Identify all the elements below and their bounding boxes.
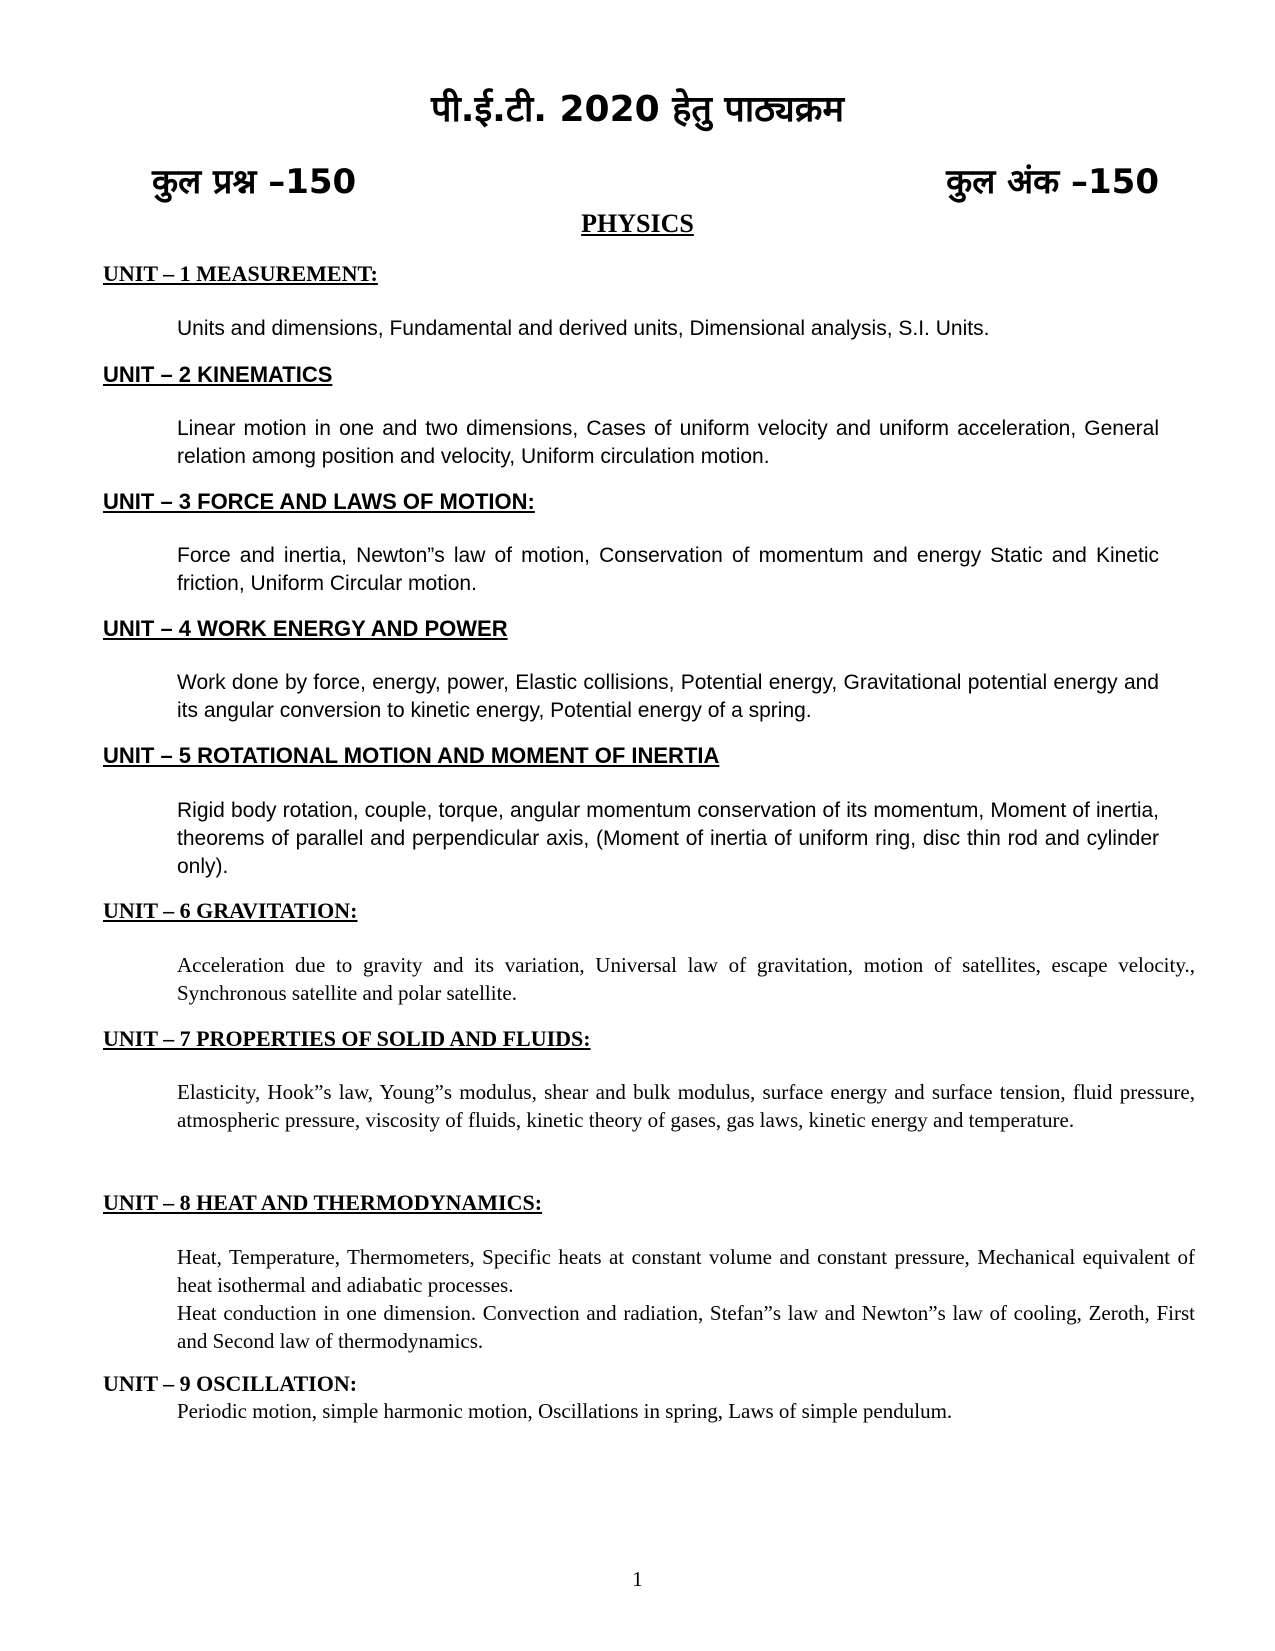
unit-9-body: [177, 1397, 1195, 1425]
page-number: 1: [632, 1567, 643, 1591]
unit-6-body: [177, 951, 1195, 1007]
unit-3-paragraph: Force and inertia, Newton”s law of motion, Conservation of momentum and energy Static and Kinetic friction, Uniform Circular motion.: [177, 544, 1159, 595]
unit-5-body: [177, 797, 1159, 881]
unit-8-body: [177, 1243, 1195, 1355]
unit-7-paragraph: Elasticity, Hook”s law, Young”s modulus, shear and bulk modulus, surface energy and surface tension, fluid pressure, atmospheric pressure, viscosity of fluids, kinetic theory of gases, gas laws, kinetic energy and temperature.: [177, 1080, 1195, 1132]
unit-8-paragraph-1: Heat, Temperature, Thermometers, Specific heats at constant volume and constant pressure, Mechanical equivalent of heat isothermal and adiabatic processes.: [177, 1245, 1195, 1297]
total-marks: कुल अंक –150: [946, 162, 1159, 202]
unit-2-heading: UNIT – 2 KINEMATICS: [103, 362, 333, 387]
unit-8-paragraph-2: Heat conduction in one dimension. Convection and radiation, Stefan”s law and Newton”s law of cooling, Zeroth, First and Second law of thermodynamics.: [177, 1301, 1195, 1353]
unit-4-heading: UNIT – 4 WORK ENERGY AND POWER: [103, 616, 508, 641]
unit-4-body: [177, 669, 1159, 725]
unit-4-paragraph: Work done by force, energy, power, Elastic collisions, Potential energy, Gravitational potential energy and its angular conversion to kinetic energy, Potential energy of a spring.: [177, 671, 1159, 722]
total-questions: कुल प्रश्न –150: [152, 162, 357, 202]
unit-1-paragraph: Units and dimensions, Fundamental and derived units, Dimensional analysis, S.I. Units.: [177, 317, 990, 340]
unit-1-body: [177, 315, 1159, 343]
unit-6-paragraph: Acceleration due to gravity and its variation, Universal law of gravitation, motion of satellites, escape velocity., Synchronous satellite and polar satellite.: [177, 953, 1195, 1005]
unit-8-heading: UNIT – 8 HEAT AND THERMODYNAMICS:: [103, 1190, 543, 1215]
unit-7-heading: UNIT – 7 PROPERTIES OF SOLID AND FLUIDS:: [103, 1026, 591, 1051]
unit-3-body: [177, 542, 1159, 598]
unit-7-body: [177, 1078, 1195, 1134]
unit-2-paragraph: Linear motion in one and two dimensions, Cases of uniform velocity and uniform acceleration, General relation among position and velocity, Uniform circulation motion.: [177, 417, 1159, 468]
page-title: पी.ई.टी. 2020 हेतु पाठ्यक्रम: [431, 89, 844, 130]
unit-5-heading: UNIT – 5 ROTATIONAL MOTION AND MOMENT OF INERTIA: [103, 743, 720, 768]
unit-1-heading: UNIT – 1 MEASUREMENT:: [103, 261, 378, 286]
unit-2-body: [177, 415, 1159, 471]
unit-3-heading: UNIT – 3 FORCE AND LAWS OF MOTION:: [103, 489, 535, 514]
unit-5-paragraph: Rigid body rotation, couple, torque, angular momentum conservation of its momentum, Moment of inertia, theorems of parallel and perpendicular axis, (Moment of inertia of uniform ring, disc thin rod and cylinder only).: [177, 799, 1159, 878]
unit-9-heading: UNIT – 9 OSCILLATION:: [103, 1371, 358, 1396]
unit-6-heading: UNIT – 6 GRAVITATION:: [103, 898, 358, 923]
unit-9-paragraph: Periodic motion, simple harmonic motion, Oscillations in spring, Laws of simple pendulum.: [177, 1399, 953, 1423]
subject-heading: PHYSICS: [581, 209, 694, 238]
